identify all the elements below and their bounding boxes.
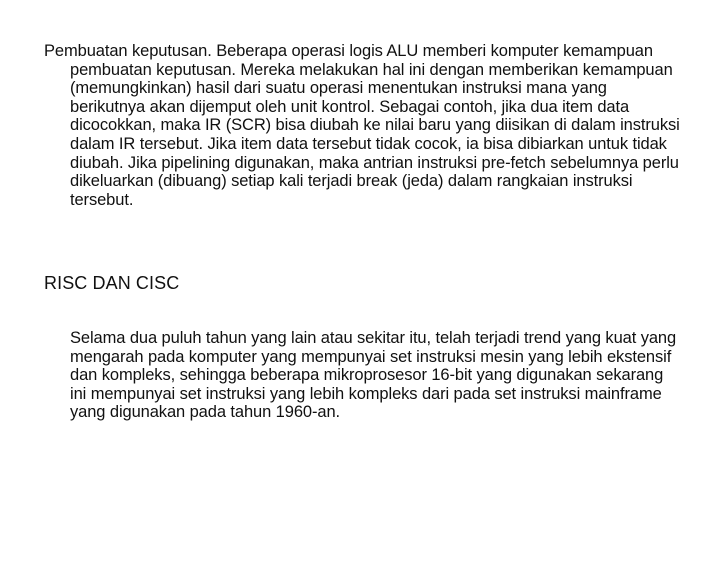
term-label: Pembuatan keputusan. [44,42,212,60]
decision-making-paragraph [44,42,684,209]
decision-making-text [44,42,684,209]
section-heading: RISC DAN CISC [44,273,180,293]
risc-cisc-paragraph: Selama dua puluh tahun yang lain atau sekitar itu, telah terjadi trend yang kuat yang mengarah pada komputer yang mempunyai set instruksi mesin yang lebih ekstensif dan kompleks, sehingga beberapa mikroprosesor 16-bit yang digunakan sekarang ini mempunyai set instruksi yang lebih kompleks dari pada set instruksi mainframe yang digunakan pada tahun 1960-an. [70,329,677,422]
decision-making-body: Beberapa operasi logis ALU memberi komputer kemampuan pembuatan keputusan. Mereka melakukan hal ini dengan memberikan kemampuan (memungkinkan) hasil dari suatu operasi menentukan instruksi mana yang berikutnya akan dijemput oleh unit kontrol. Sebagai contoh, jika dua item data dicocokkan, maka IR (SCR) bisa diubah ke nilai baru yang diisikan di dalam instruksi dalam IR tersebut. Jika item data tersebut tidak cocok, ia bisa dibiarkan untuk tidak diubah. Jika pipelining digunakan, maka antrian instruksi pre-fetch sebelumnya perlu dikeluarkan (dibuang) setiap kali terjadi break (jeda) dalam rangkaian instruksi tersebut. [70,42,680,209]
